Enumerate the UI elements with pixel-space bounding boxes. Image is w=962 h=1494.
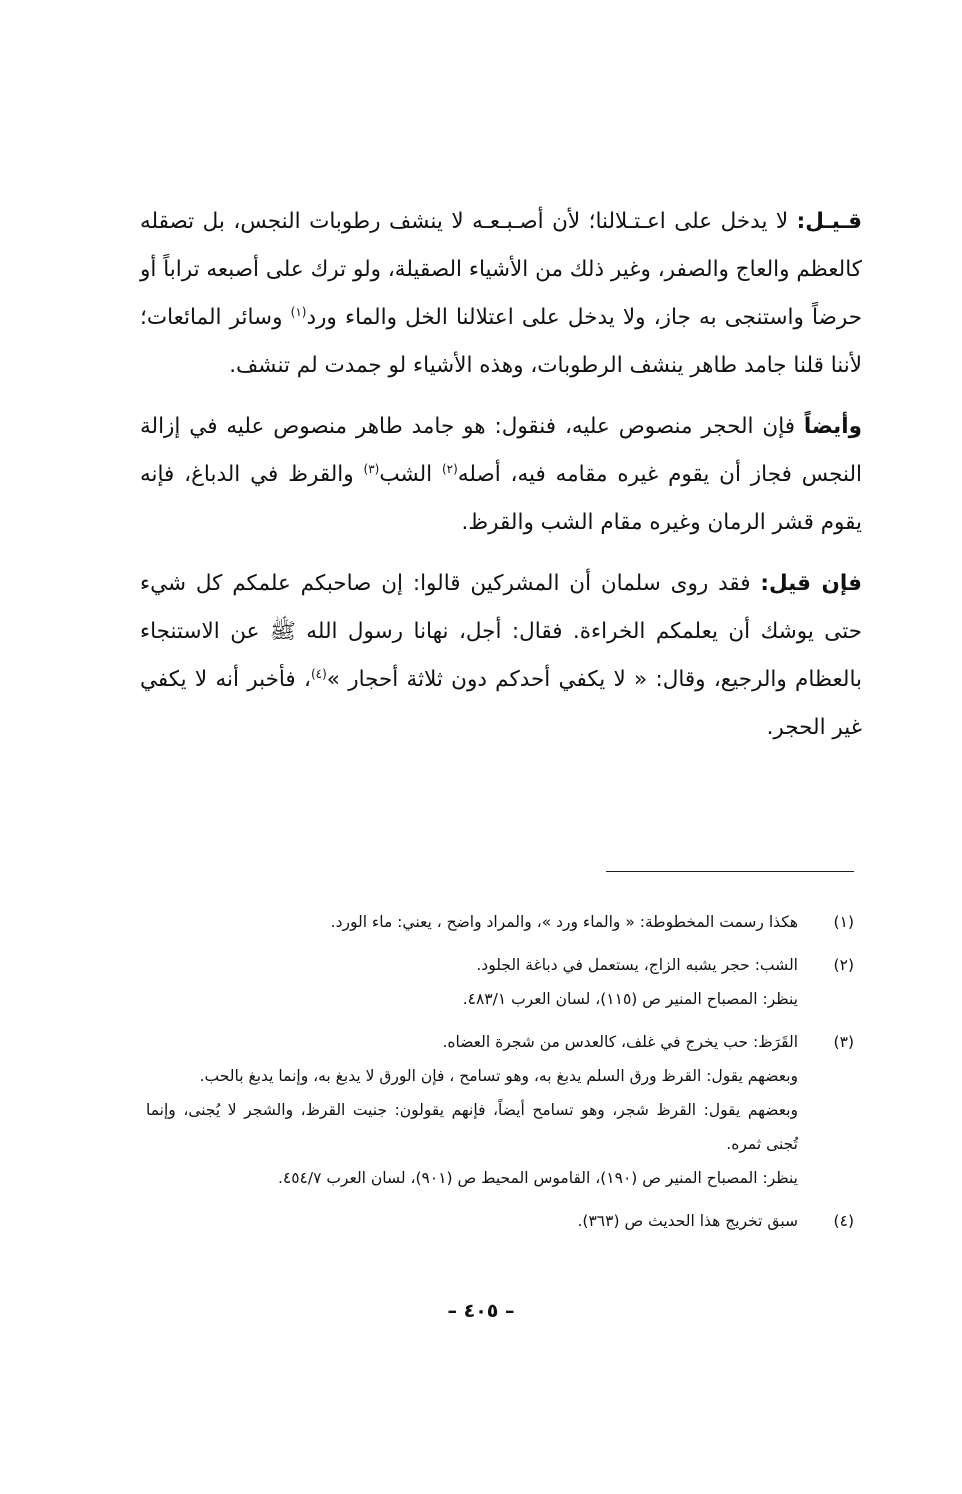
- page-number: – ٤٠٥ –: [447, 1300, 515, 1322]
- footnote-number: (٤): [833, 1212, 854, 1230]
- footnote-number: (٣): [833, 1033, 854, 1051]
- footnotes: [146, 905, 854, 1247]
- footnote-ref: (١): [290, 304, 307, 319]
- footnote-separator: [606, 871, 854, 872]
- footnote-line: ينظر: المصباح المنير ص (١١٥)، لسان العرب ٤٨٣/١.: [462, 990, 798, 1008]
- footnote-line: الشب: حجر يشبه الزاج، يستعمل في دباغة الجلود.: [476, 956, 798, 974]
- paragraph-lead: وأيضاً: [803, 414, 862, 439]
- footnote-line: ينظر: المصباح المنير ص (١٩٠)، القاموس المحيط ص (٩٠١)، لسان العرب ٤٥٤/٧.: [277, 1169, 798, 1187]
- footnote-ref: (٤): [310, 666, 327, 681]
- paragraph-lead: قـيـل:: [796, 209, 862, 234]
- footnote-1: [146, 905, 854, 939]
- main-text: [140, 198, 862, 765]
- footnote-number: (٢): [833, 956, 854, 974]
- footnote-line: القَرَظ: حب يخرج في غلف، كالعدس من شجرة العضاه.: [442, 1033, 798, 1051]
- paragraph-2: وأيضاً فإن الحجر منصوص عليه، فنقول: هو جامد طاهر منصوص عليه في إزالة النجس فجاز أن يقوم غيره مقامه فيه، أصله$^{(٢)}$ الشب$^{(٣)}$ والقرظ في الدباغ، فإنه يقوم قشر الرمان وغيره مقام الشب والقرظ.: [140, 414, 862, 535]
- paragraph-1: قـيـل: لا يدخل على اعـتـلالنا؛ لأن أصـبـعـه لا ينشف رطوبات النجس، بل تصقله كالعظم والعاج والصفر، وغير ذلك من الأشياء الصقيلة، ولو ترك على أصبعه تراباً أو حرضاً واستنجى به جاز، ولا يدخل على اعتلالنا الخل والماء ورد$^{(١)}$ وسائر المائعات؛ لأننا قلنا جامد طاهر ينشف الرطوبات، وهذه الأشياء لو جمدت لم تنشف.: [140, 209, 863, 378]
- footnote-ref: (٣): [363, 461, 380, 476]
- footnote-2: [146, 948, 854, 1016]
- footnote-line: سبق تخريج هذا الحديث ص (٣٦٣).: [577, 1212, 798, 1230]
- footnote-3: [146, 1025, 854, 1195]
- footnote-number: (١): [833, 913, 854, 931]
- footnote-4: [146, 1204, 854, 1238]
- footnote-line: وبعضهم يقول: القرظ شجر، وهو تسامح أيضاً، فإنهم يقولون: جنيت القرظ، والشجر لا يُجنى، وإنما تُجنى ثمره.: [146, 1101, 798, 1153]
- paragraph-3: فإن قيل: فقد روى سلمان أن المشركين قالوا: إن صاحبكم علمكم كل شيء حتى يوشك أن يعلمكم الخراءة. فقال: أجل، نهانا رسول الله ﷺ عن الاستنجاء بالعظام والرجيع، وقال: « لا يكفي أحدكم دون ثلاثة أحجار »$^{(٤)}$، فأخبر أنه لا يكفي غير الحجر.: [140, 571, 862, 740]
- paragraph-lead: فإن قيل:: [760, 571, 862, 596]
- footnote-ref: (٢): [441, 461, 458, 476]
- footnote-line: وبعضهم يقول: القرظ ورق السلم يدبغ به، وهو تسامح ، فإن الورق لا يدبغ به، وإنما يدبغ بالحب.: [199, 1067, 798, 1085]
- footnote-line: هكذا رسمت المخطوطة: « والماء ورد »، والمراد واضح ، يعني: ماء الورد.: [330, 913, 798, 931]
